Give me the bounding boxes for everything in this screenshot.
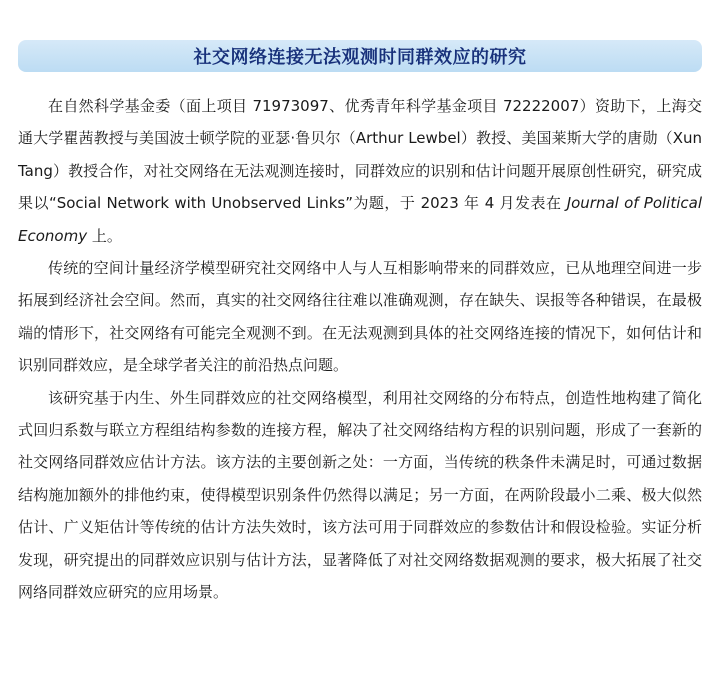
paragraph-funding-text: 在自然科学基金委（面上项目 71973097、优秀青年科学基金项目 72222007）资助下，上海交通大学瞿茜教授与美国波士顿学院的亚瑟·鲁贝尔（Arthur Lewbel）教授、美国莱斯大学的唐勋（Xun Tang）教授合作，对社交网络在无法观测连接时，同群效应的识别和估计问题开展原创性研究，研究成果以“Social Network with Unobserved Links”为题，于 2023 年 4 月发表在 [18, 97, 702, 213]
article-title: 社交网络连接无法观测时同群效应的研究 [193, 47, 527, 68]
paragraph-background: 传统的空间计量经济学模型研究社交网络中人与人互相影响带来的同群效应，已从地理空间进一步拓展到经济社会空间。然而，真实的社交网络往往难以准确观测，存在缺失、误报等各种错误，在最极端的情形下，社交网络有可能完全观测不到。在无法观测到具体的社交网络连接的情况下，如何估计和识别同群效应，是全球学者关注的前沿热点问题。 [18, 259, 702, 375]
paragraph-funding [18, 90, 702, 252]
journal-name: Journal of Political Economy [18, 194, 702, 245]
paragraph-method: 该研究基于内生、外生同群效应的社交网络模型，利用社交网络的分布特点，创造性地构建了简化式回归系数与联立方程组结构参数的连接方程，解决了社交网络结构方程的识别问题，形成了一套新的社交网络同群效应估计方法。该方法的主要创新之处：一方面，当传统的秩条件未满足时，可通过数据结构施加额外的排他约束，使得模型识别条件仍然得以满足；另一方面，在两阶段最小二乘、极大似然估计、广义矩估计等传统的估计方法失效时，该方法可用于同群效应的参数估计和假设检验。实证分析发现，研究提出的同群效应识别与估计方法，显著降低了对社交网络数据观测的要求，极大拓展了社交网络同群效应研究的应用场景。 [18, 388, 702, 602]
paragraph-funding-tail: 上。 [87, 226, 122, 245]
title-banner [18, 40, 702, 72]
article-body [18, 90, 702, 609]
